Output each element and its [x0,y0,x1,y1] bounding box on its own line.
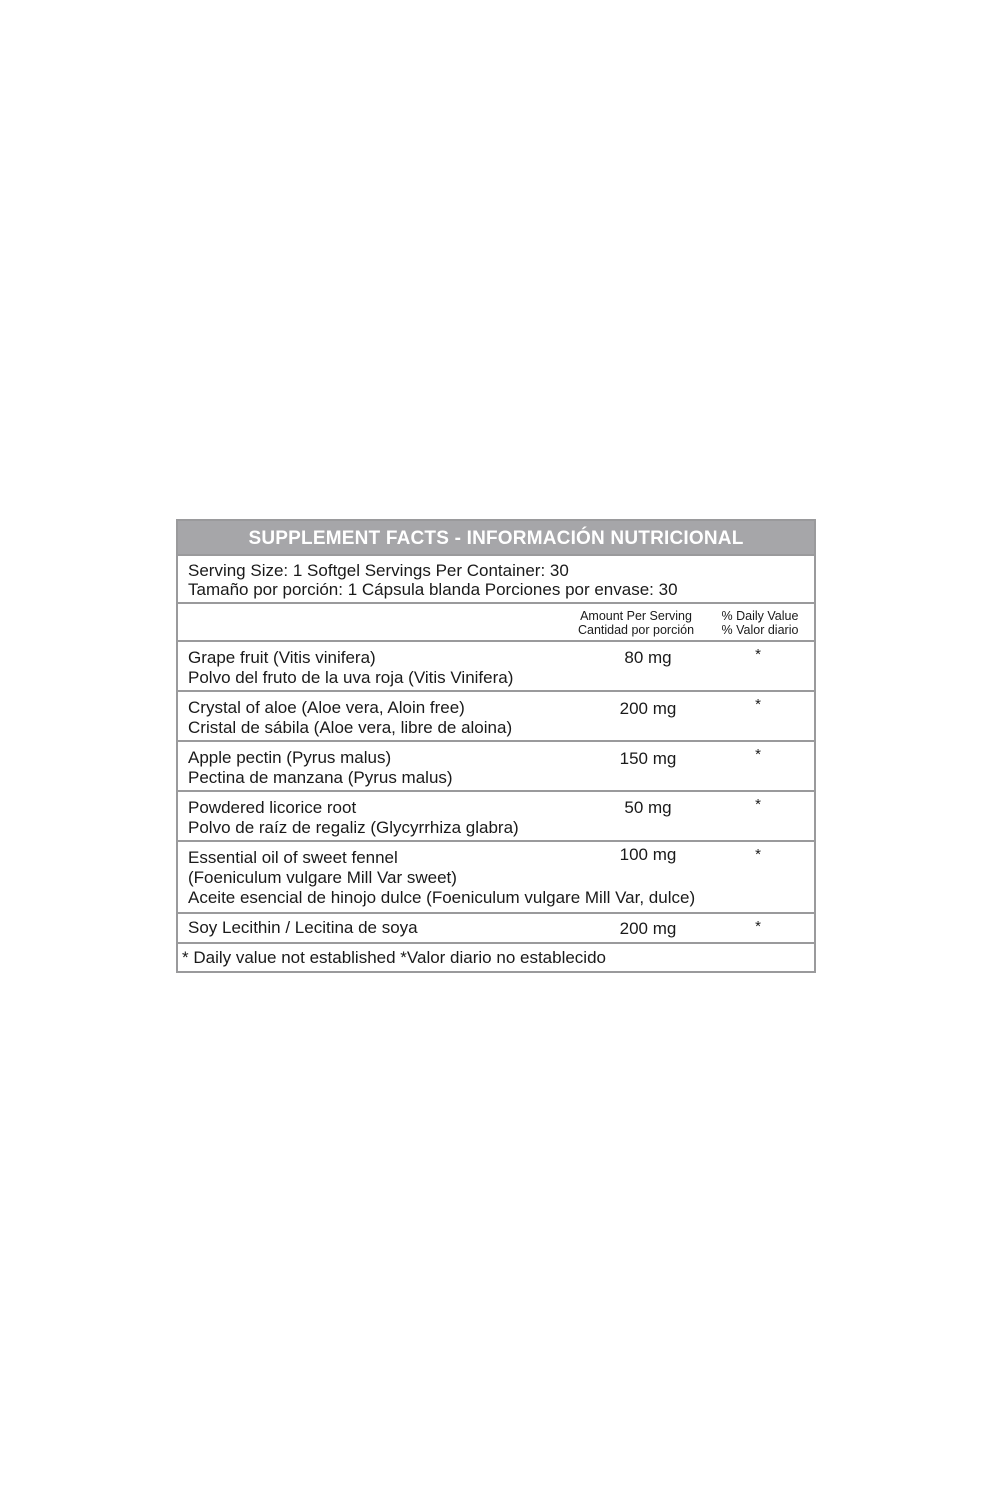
ingredient-name-en: Apple pectin (Pyrus malus) [188,748,392,767]
ingredient-name-en: Powdered licorice root [188,798,357,817]
table-row [178,640,814,690]
supplement-facts-panel [176,519,816,973]
panel-title: SUPPLEMENT FACTS - INFORMACIÓN NUTRICIONAL [178,521,814,554]
ingredient-name-es: Aceite esencial de hinojo dulce (Foeniculum vulgare Mill Var, dulce) [188,888,696,907]
table-row [178,912,814,942]
ingredient-names [178,742,814,792]
serving-line-en: Serving Size: 1 Softgel Servings Per Container: 30 [188,561,569,580]
ingredient-names [178,692,814,742]
ingredient-names [178,792,814,842]
daily-value-column-header [703,609,817,637]
ingredient-name-en: Soy Lecithin / Lecitina de soya [188,918,418,937]
ingredient-name-es: Polvo de raíz de regaliz (Glycyrrhiza glabra) [188,818,519,837]
table-row [178,690,814,740]
ingredient-daily-value: * [755,646,761,663]
ingredient-name-en-2: (Foeniculum vulgare Mill Var sweet) [188,868,457,887]
serving-info [178,554,814,602]
amount-header-es: Cantidad por porción [577,623,695,637]
ingredient-amount: 200 mg [619,919,677,938]
ingredient-amount: 80 mg [624,648,672,667]
table-row [178,740,814,790]
ingredient-name-en: Grape fruit (Vitis vinifera) [188,648,376,667]
ingredient-daily-value: * [755,918,761,935]
amount-header-en: Amount Per Serving [580,609,692,623]
ingredient-names [178,914,814,942]
ingredient-name-es: Pectina de manzana (Pyrus malus) [188,768,453,787]
amount-column-header [563,609,709,637]
footnote: * Daily value not established *Valor diario no establecido [178,942,814,971]
serving-line-es: Tamaño por porción: 1 Cápsula blanda Porciones por envase: 30 [188,580,678,599]
ingredient-names [178,842,814,912]
ingredient-daily-value: * [755,846,761,863]
ingredient-name-es: Cristal de sábila (Aloe vera, libre de aloina) [188,718,513,737]
ingredient-amount: 100 mg [619,845,677,864]
ingredient-name-es: Polvo del fruto de la uva roja (Vitis Vinifera) [188,668,514,687]
ingredient-amount: 150 mg [619,749,677,768]
ingredient-amount: 50 mg [624,798,672,817]
ingredient-daily-value: * [755,696,761,713]
table-row [178,840,814,912]
ingredient-names [178,642,814,692]
ingredient-daily-value: * [755,796,761,813]
dv-header-en: % Daily Value [721,609,799,623]
table-row [178,790,814,840]
ingredient-name-en: Essential oil of sweet fennel [188,848,398,867]
ingredient-amount: 200 mg [619,699,677,718]
column-headers [178,602,814,640]
ingredient-daily-value: * [755,746,761,763]
ingredient-name-en: Crystal of aloe (Aloe vera, Aloin free) [188,698,465,717]
dv-header-es: % Valor diario [721,623,799,637]
